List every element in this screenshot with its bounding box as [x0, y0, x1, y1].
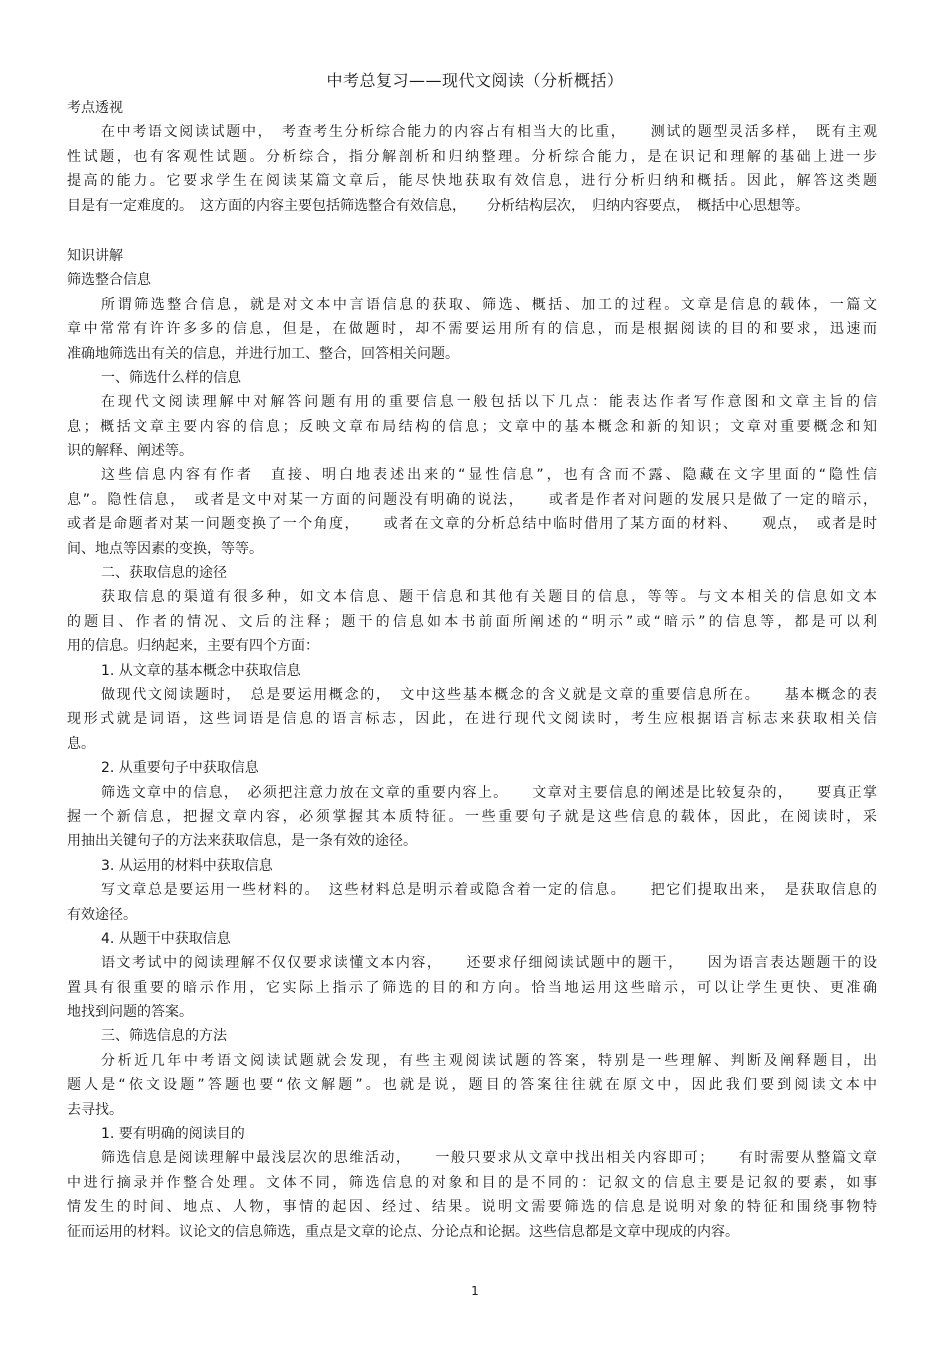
paragraph-line: 握一个新信息，把握文章内容，必须掌握其本质特征。一些重要句子就是这些信息的载体，因此，在阅读时，采 [67, 808, 877, 825]
document-title: 中考总复习——现代文阅读（分析概括） [326, 71, 624, 90]
paragraph-line: 写文章总是要运用一些材料的。 这些材料总是明示着或隐含着一定的信息。 把它们提取出来， 是获取信息的 [101, 882, 877, 899]
paragraph-line: 置具有很重要的暗示作用，它实际上指示了筛选的目的和方向。恰当地运用这些暗示，可以让学生更快、更准确 [67, 979, 877, 996]
paragraph-line: 息”。隐性信息， 或者是文中对某一方面的问题没有明确的说法， 或者是作者对问题的发展只是做了一定的暗示， [67, 491, 877, 508]
section-heading: 知识讲解 [67, 247, 123, 264]
paragraph-line: 或者是命题者对某一问题变换了一个角度， 或者在文章的分析总结中临时借用了某方面的材料、 观点， 或者是时 [67, 516, 877, 533]
paragraph-line: 识的解释、阐述等。 [67, 443, 193, 460]
paragraph-line: 题人是“依文设题”答题也要“依文解题”。也就是说，题目的答案往往就在原文中，因此我们要到阅读文本中 [67, 1077, 877, 1094]
paragraph-line: 现形式就是词语，这些词语是信息的语言标志，因此，在进行现代文阅读时，考生应根据语言标志来获取相关信 [67, 711, 877, 728]
subsection-heading: 一、筛选什么样的信息 [101, 369, 241, 386]
paragraph [67, 781, 877, 854]
paragraph [67, 463, 877, 561]
paragraph-line: 语文考试中的阅读理解不仅仅要求读懂文本内容， 还要求仔细阅读试题中的题干， 因为语言表达题题干的设 [101, 955, 877, 972]
paragraph [67, 878, 877, 927]
paragraph-line: 有效途径。 [67, 906, 137, 923]
subsection-heading: 3. 从运用的材料中获取信息 [101, 857, 273, 874]
section-heading: 考点透视 [67, 100, 123, 116]
paragraph-line: 去寻找。 [67, 1101, 123, 1118]
paragraph-line: 获取信息的渠道有很多种，如文本信息、题干信息和其他有关题目的信息，等等。与文本相关的信息如文本 [101, 589, 877, 606]
section-heading: 筛选整合信息 [67, 272, 151, 289]
paragraph-line: 分析近几年中考语文阅读试题就会发现，有些主观阅读试题的答案，特别是一些理解、判断及阐释题目，出 [101, 1052, 877, 1069]
paragraph-line: 征而运用的材料。议论文的信息筛选，重点是文章的论点、分论点和论据。这些信息都是文章中现成的内容。 [67, 1223, 739, 1240]
paragraph-line: 准确地筛选出有关的信息，并进行加工、整合，回答相关问题。 [67, 345, 459, 362]
paragraph-line: 用抽出关键句子的方法来获取信息，是一条有效的途径。 [67, 833, 417, 850]
paragraph-line: 在中考语文阅读试题中， 考查考生分析综合能力的内容占有相当大的比重， 测试的题型灵活多样， 既有主观 [101, 124, 877, 141]
subsection-heading: 1. 要有明确的阅读目的 [101, 1126, 245, 1143]
paragraph [67, 120, 877, 218]
paragraph [67, 951, 877, 1024]
paragraph-line: 间、地点等因素的变换，等等。 [67, 540, 263, 557]
paragraph [67, 1146, 877, 1244]
paragraph-line: 息；概括文章主要内容的信息；反映文章布局结构的信息；文章中的基本概念和新的知识；文章对重要概念和知 [67, 418, 877, 435]
paragraph-line: 所谓筛选整合信息，就是对文本中言语信息的获取、筛选、概括、加工的过程。文章是信息的载体，一篇文 [101, 296, 877, 313]
paragraph-line: 情发生的时间、地点、人物，事情的起因、经过、结果。说明文需要筛选的信息是说明对象的特征和围绕事物特 [67, 1199, 877, 1216]
paragraph-line: 提高的能力。它要求学生在阅读某篇文章后，能尽快地获取有效信息，进行分析归纳和概括。因此，解答这类题 [67, 173, 877, 190]
subsection-heading: 2. 从重要句子中获取信息 [101, 760, 259, 777]
subsection-heading: 三、筛选信息的方法 [101, 1028, 227, 1045]
blank-spacer [67, 218, 877, 244]
paragraph-line: 用的信息。归纳起来，主要有四个方面： [67, 638, 319, 655]
subsection-heading: 二、获取信息的途径 [101, 565, 227, 582]
paragraph-line: 在现代文阅读理解中对解答问题有用的重要信息一般包括以下几点：能表达作者写作意图和文章主旨的信 [101, 394, 877, 411]
paragraph-line: 筛选文章中的信息， 必须把注意力放在文章的重要内容上。 文章对主要信息的阐述是比较复杂的， 要真正掌 [101, 784, 877, 801]
paragraph-line: 目是有一定难度的。 这方面的内容主要包括筛选整合有效信息， 分析结构层次， 归纳内容要点， 概括中心思想等。 [67, 197, 809, 214]
page-number: 1 [471, 1284, 479, 1298]
paragraph-line: 地找到问题的答案。 [67, 1004, 193, 1021]
paragraph-line: 性试题，也有客观性试题。分析综合，指分解剖析和归纳整理。分析综合能力，是在识记和理解的基础上进一步 [67, 148, 877, 165]
subsection-heading: 4. 从题干中获取信息 [101, 930, 231, 947]
paragraph-line: 做现代文阅读题时， 总是要运用概念的， 文中这些基本概念的含义就是文章的重要信息所在。 基本概念的表 [101, 686, 877, 703]
paragraph [67, 1049, 877, 1122]
paragraph [67, 585, 877, 658]
document-body [67, 96, 877, 1244]
paragraph-line: 息。 [67, 735, 95, 752]
paragraph [67, 293, 877, 366]
paragraph-line: 中进行摘录并作整合处理。文体不同，筛选信息的对象和目的是不同的：记叙文的信息主要是记叙的要素，如事 [67, 1174, 877, 1191]
paragraph [67, 390, 877, 463]
subsection-heading: 1. 从文章的基本概念中获取信息 [101, 662, 301, 679]
paragraph-line: 的题目、作者的情况、文后的注释；题干的信息如本书前面所阐述的“明示”或“暗示”的信息等，都是可以利 [67, 613, 877, 630]
paragraph-line: 这些信息内容有作者 直接、明白地表述出来的“显性信息”，也有含而不露、隐藏在文字里面的“隐性信 [101, 467, 877, 484]
paragraph [67, 683, 877, 756]
paragraph-line: 章中常常有许许多多的信息，但是，在做题时，却不需要运用所有的信息，而是根据阅读的目的和要求，迅速而 [67, 321, 877, 338]
paragraph-line: 筛选信息是阅读理解中最浅层次的思维活动， 一般只要求从文章中找出相关内容即可； 有时需要从整篇文章 [101, 1150, 877, 1167]
